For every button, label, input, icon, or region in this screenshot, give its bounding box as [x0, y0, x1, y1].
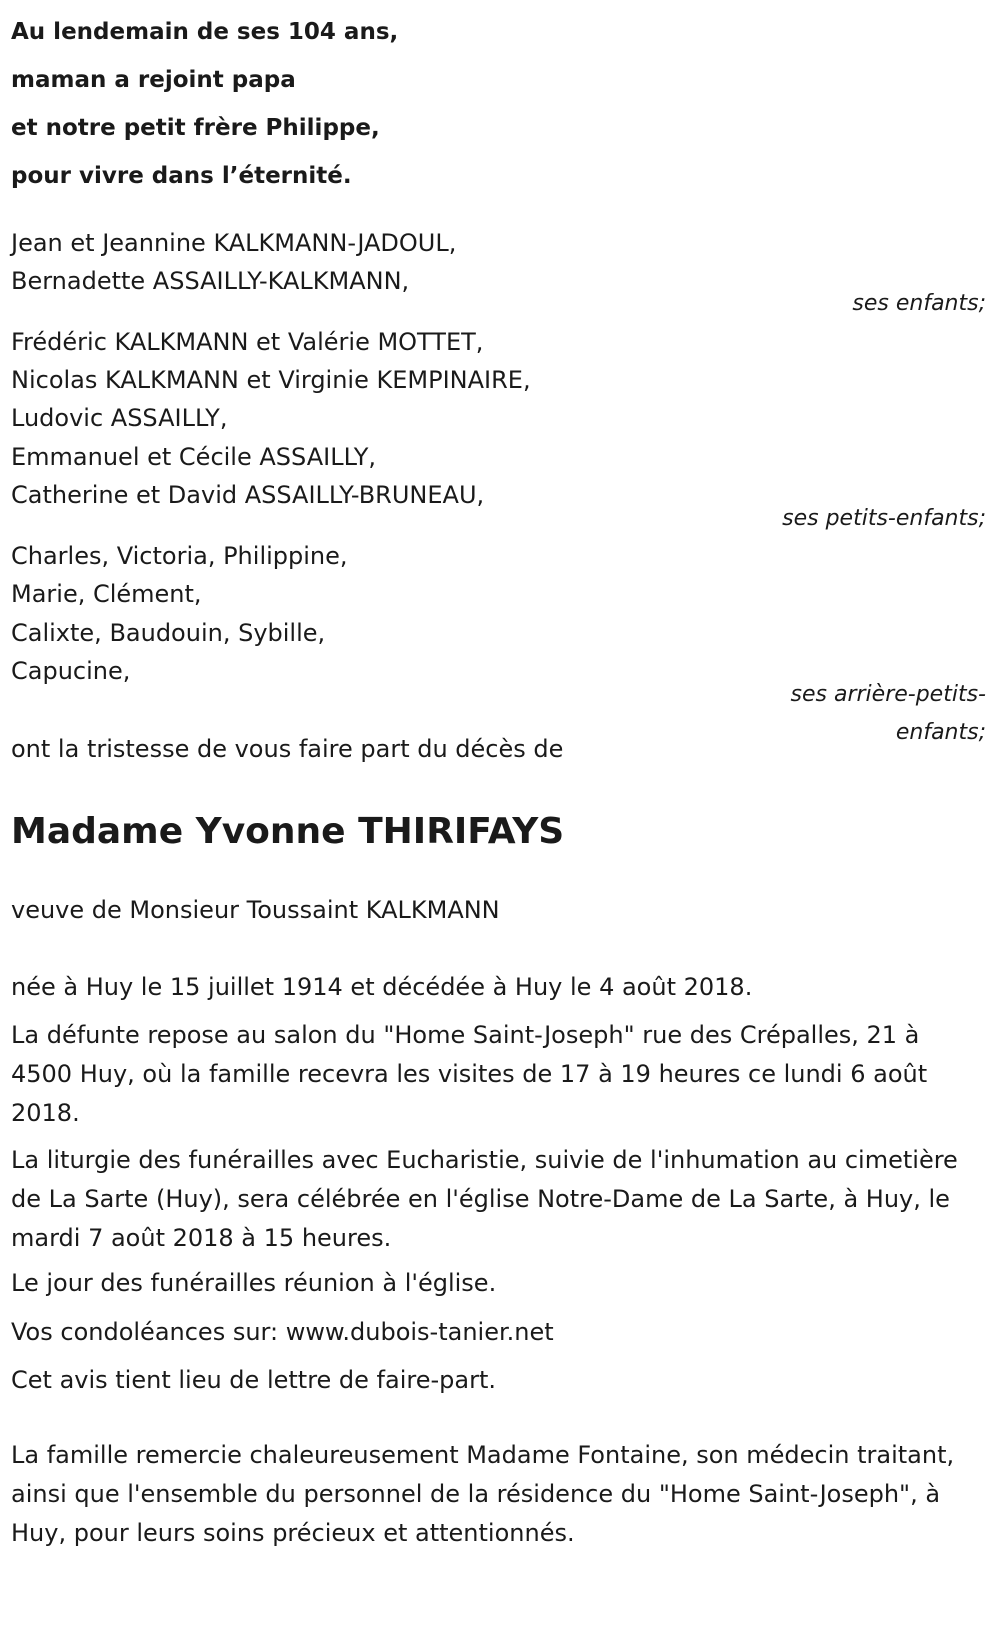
children-role: ses enfants;	[852, 291, 986, 316]
grandchild-name: Catherine et David ASSAILLY-BRUNEAU,	[11, 481, 485, 509]
great-grandchild-name: Marie, Clément,	[11, 580, 202, 608]
grandchild-name: Frédéric KALKMANN et Valérie MOTTET,	[11, 328, 484, 356]
deceased-name: Madame Yvonne THIRIFAYS	[11, 811, 565, 852]
thanks-paragraph: La famille remercie chaleureusement Madame Fontaine, son médecin traitant, ainsi que l'ensemble du personnel de la résidence du "Home Saint-Joseph", à Huy, pour leurs soins précieux et attentionnés.	[11, 1441, 955, 1547]
liturgy-paragraph: La liturgie des funérailles avec Eucharistie, suivie de l'inhumation au cimetière de La Sarte (Huy), sera célébrée en l'église Notre-Dame de La Sarte, à Huy, le mardi 7 août 2018 à 15 heures.	[11, 1146, 958, 1252]
grandchildren-role: ses petits-enfants;	[782, 506, 986, 531]
child-name: Jean et Jeannine KALKMANN-JADOUL,	[11, 229, 457, 257]
great-grandchild-name: Capucine,	[11, 657, 131, 685]
grandchild-name: Nicolas KALKMANN et Virginie KEMPINAIRE,	[11, 366, 531, 394]
intro-verse	[11, 8, 711, 200]
intro-line: Au lendemain de ses 104 ans,	[11, 19, 399, 45]
visitation-paragraph: La défunte repose au salon du "Home Saint-Joseph" rue des Crépalles, 21 à 4500 Huy, où la famille recevra les visites de 17 à 19 heures ce lundi 6 août 2018.	[11, 1021, 928, 1127]
intro-line: et notre petit frère Philippe,	[11, 115, 380, 141]
notice-paragraph: Cet avis tient lieu de lettre de faire-part.	[11, 1366, 496, 1394]
meeting-paragraph: Le jour des funérailles réunion à l'église.	[11, 1269, 497, 1297]
child-name: Bernadette ASSAILLY-KALKMANN,	[11, 267, 410, 295]
announcement-text: ont la tristesse de vous faire part du décès de	[11, 735, 564, 763]
great-grandchild-name: Charles, Victoria, Philippine,	[11, 542, 348, 570]
condolences-paragraph: Vos condoléances sur: www.dubois-tanier.net	[11, 1318, 554, 1346]
great-grandchildren-role: ses arrière-petits-enfants;	[790, 682, 986, 745]
grandchild-name: Emmanuel et Cécile ASSAILLY,	[11, 443, 377, 471]
widow-of-text: veuve de Monsieur Toussaint KALKMANN	[11, 896, 500, 924]
grandchild-name: Ludovic ASSAILLY,	[11, 404, 228, 432]
birth-death-paragraph: née à Huy le 15 juillet 1914 et décédée à Huy le 4 août 2018.	[11, 973, 753, 1001]
great-grandchild-name: Calixte, Baudouin, Sybille,	[11, 619, 326, 647]
intro-line: pour vivre dans l’éternité.	[11, 163, 352, 189]
intro-line: maman a rejoint papa	[11, 67, 296, 93]
